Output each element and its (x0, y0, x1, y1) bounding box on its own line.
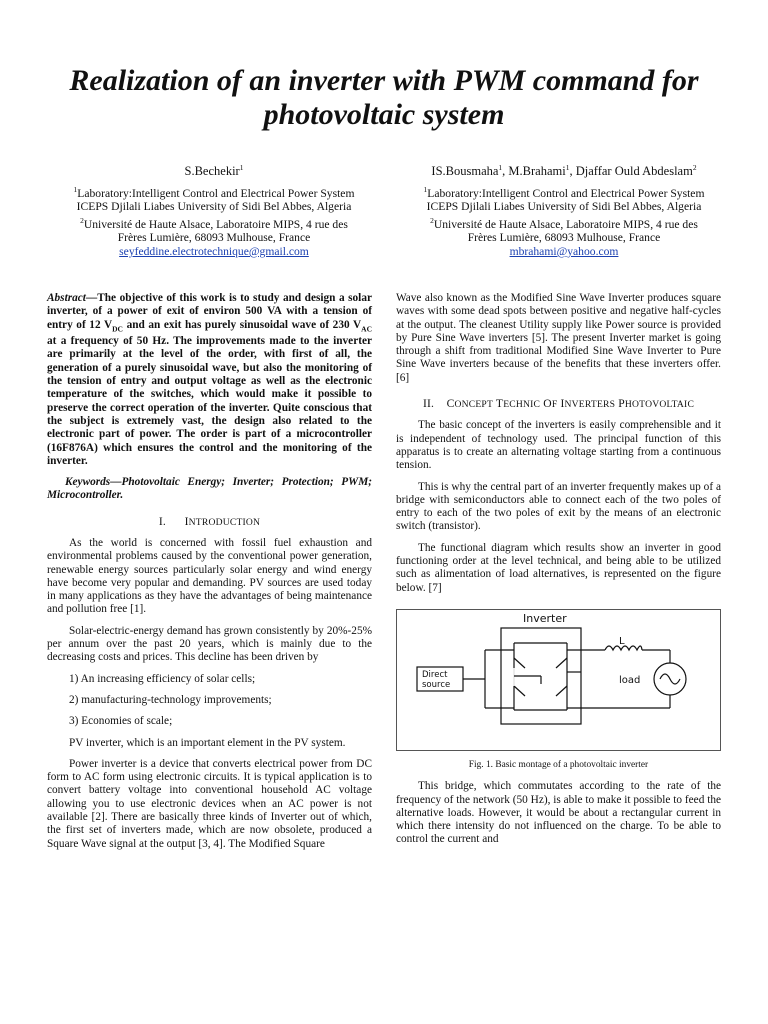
list-item: 2) manufacturing-technology improvements; (69, 693, 272, 706)
paragraph: This bridge, which commutates according to the rate of the frequency of the network (50 Hz), is able to make it possible to feed the alternative loads. However, it would be about a rectangular current in which there intensity do not influenced on the charge. To be able to control the current and (396, 780, 721, 846)
list-item: 1) An increasing efficiency of solar cells; (69, 672, 256, 685)
figure-caption: Fig. 1. Basic montage of a photovoltaic inverter (468, 759, 649, 770)
affiliation-line: Frères Lumière, 68093 Mulhouse, France (117, 231, 311, 245)
inverter-circuit-diagram (397, 610, 720, 750)
paragraph: Wave also known as the Modified Sine Wave Inverter produces square waves with some dead spots between positive and negative half-cycles at the output. The cleanest Utility supply like Power source is provided by Pure Sine Wave inverters [5]. The present Inverter market is going through a shift from traditional Modified Sine Wave Inverter to Pure Sine Wave inverters because of the benefits that these inverters offer. [6] (396, 292, 721, 384)
author-block-2: IS.Bousmaha$^1$, M.Brahami$^1$, Djaffar Ould Abdeslam$^2$ $^1$Laboratory:Intelligent Control and Electrical Power System ICEPS Djilali Liabes University of Sidi Bel Abbes, Algeria $^2$Université de Haute Alsace, Laboratoire MIPS, 4 rue des Frères Lumière, 68093 Mulhouse, France mbrahami@yahoo.com (394, 161, 734, 258)
paragraph: PV inverter, which is an important element in the PV system. (69, 736, 346, 749)
right-column (396, 292, 721, 855)
load-label: load (619, 674, 641, 686)
paragraph: The basic concept of the inverters is easily comprehensible and it is independent of technology used. The principal function of this apparatus is to create an alternating voltage starting from a continuous tension. (396, 419, 721, 472)
affiliation-line: Université de Haute Alsace, Laboratoire MIPS, 4 rue des (433, 217, 698, 231)
affiliation-line: Laboratory:Intelligent Control and Electrical Power System (427, 186, 705, 200)
switch (514, 686, 525, 696)
sine-wave-symbol (660, 674, 680, 684)
left-column (47, 292, 372, 859)
author-email-link[interactable]: seyfeddine.electrotechnique@gmail.com (119, 244, 309, 258)
section-heading-concept: II. CONCEPT TECHNIC OF INVERTERS PHOTOVOLTAIC (422, 397, 695, 411)
switch (556, 686, 567, 696)
switch (514, 658, 525, 668)
affiliation-line: Frères Lumière, 68093 Mulhouse, France (467, 231, 661, 245)
inverter-label: Inverter (523, 611, 567, 625)
inductor-label: L (619, 635, 625, 647)
keywords: Keywords—Photovoltaic Energy; Inverter; Protection; PWM; Microcontroller. (47, 476, 372, 502)
affiliation-line: Laboratory:Intelligent Control and Electrical Power System (77, 186, 355, 200)
author-name: S.Bechekir (184, 164, 240, 179)
section-heading-introduction: I. INTRODUCTION (158, 514, 261, 528)
affiliation-line: ICEPS Djilali Liabes University of Sidi Bel Abbes, Algeria (426, 200, 702, 214)
paragraph: Power inverter is a device that converts electrical power from DC form to AC form using electronic circuits. It is typical application is to convert battery voltage into conventional household AC voltage allowing you to use electronic devices when an AC power is not available [2]. There are basically three kinds of Inverter out of which, the first set of inverters made, which are now obsolete, produced a Square Wave signal at the output [3, 4]. The Modified Square (47, 757, 372, 850)
paragraph: As the world is concerned with fossil fuel exhaustion and environmental problems caused by the conventional power generation, renewable energy sources particularly solar energy and wind energy have become very popular and demanding. PV sources are used today in many applications as they have the advantages of being maintenance and pollution free [1]. (47, 537, 372, 616)
author-block-1: S.Bechekir$^1$ $^1$Laboratory:Intelligent Control and Electrical Power System ICEPS Djilali Liabes University of Sidi Bel Abbes, Algeria $^2$Université de Haute Alsace, Laboratoire MIPS, 4 rue des Frères Lumière, 68093 Mulhouse, France seyfeddine.electrotechnique@gmail.com (44, 161, 384, 258)
figure-inverter-diagram (396, 609, 721, 751)
list-item: 3) Economies of scale; (69, 715, 173, 728)
source-label-line2: source (422, 679, 451, 690)
source-label-line1: Direct (422, 669, 448, 680)
paper-title: Realization of an inverter with PWM command for photovoltaic system (69, 64, 699, 131)
author-email-link[interactable]: mbrahami@yahoo.com (509, 244, 619, 258)
switch (556, 658, 567, 668)
paragraph: Solar-electric-energy demand has grown consistently by 20%-25% per annum over the past 20 years, which is mainly due to the decreasing costs and prices. This decline has been driven by (47, 624, 372, 664)
abstract: Abstract—The objective of this work is to study and design a solar inverter, of a power of exit of environ 500 VA with a tension of entry of 12 $V_{DC}$ and an exit has purely sinusoidal wave of 230 $V_{AC}$ at a frequency of 50 Hz. The improvements made to the inverter are primarily at the level of the order, with first of all, the generation of a purely sinusoidal wave, but also the monitoring of the tension of entry and output voltage as well as the electronic temperature of the switches, which would make it possible to preserve the correct operation of the inverter. Quite conscious that the subject is extremely vast, the design also related to the electronic part of power. The order is part of a microcontroller (16F876A) which ensures the control and the monitoring of the inverter. (47, 292, 372, 467)
affiliation-line: ICEPS Djilali Liabes University of Sidi Bel Abbes, Algeria (76, 200, 352, 214)
paragraph: The functional diagram which results show an inverter in good functioning order at the level technical, and being able to be utilized such as alimentation of load alternatives, is represented on the figure below. [7] (396, 541, 721, 594)
paragraph: This is why the central part of an inverter frequently makes up of a bridge with semiconductors able to connect each of the two poles of entry to each of the two poles of exit by the means of an electronic switch (transistor). (396, 480, 721, 533)
affiliation-line: Université de Haute Alsace, Laboratoire MIPS, 4 rue des (83, 217, 348, 231)
